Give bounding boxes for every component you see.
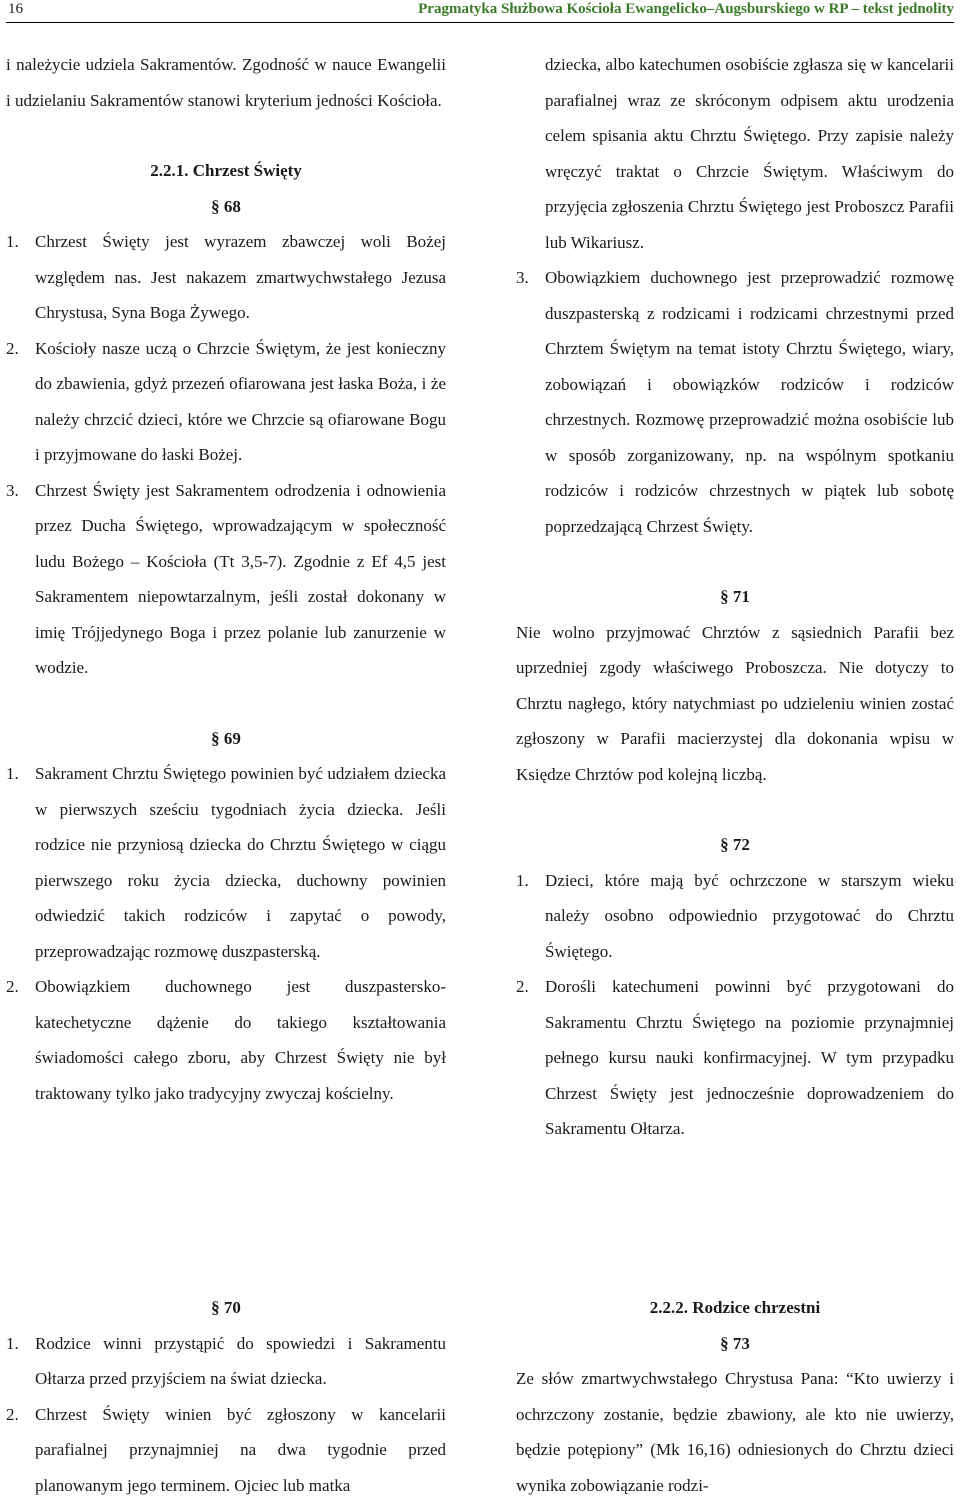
paragraph-68-heading: § 68 bbox=[6, 189, 446, 225]
paragraph-73-heading: § 73 bbox=[516, 1326, 954, 1362]
paragraph-72-heading: § 72 bbox=[516, 827, 954, 863]
right-column bbox=[516, 47, 954, 1147]
section-title-godparents: 2.2.2. Rodzice chrzestni bbox=[516, 1290, 954, 1326]
p68-item-2: 2. Kościoły nasze uczą o Chrzcie Świętym, że jest konieczny do zbawienia, gdyż przezeń ofiarowana jest łaska Boża, i że należy chrzcić dzieci, które we Chrzcie są ofiarowane Bogu i przyjmowane do łaski Bożej. bbox=[6, 331, 446, 473]
p72-item-1: 1. Dzieci, które mają być ochrzczone w starszym wieku należy osobno odpowiednio przygotować do Chrztu Świętego. bbox=[516, 863, 954, 970]
intro-paragraph: i należycie udziela Sakramentów. Zgodność w nauce Ewangelii i udzielaniu Sakramentów stanowi kryterium jedności Kościoła. bbox=[6, 47, 446, 118]
p70-continuation: dziecka, albo katechumen osobiście zgłasza się w kancelarii parafialnej wraz ze skróconym odpisem aktu urodzenia celem spisania aktu Chrztu Świętego. Przy zapisie należy wręczyć traktat o Chrzcie Świętym. Właściwym do przyjęcia zgłoszenia Chrztu Świętego jest Proboszcz Parafii lub Wikariusz. bbox=[516, 47, 954, 260]
paragraph-71-heading: § 71 bbox=[516, 579, 954, 615]
page-header bbox=[6, 0, 954, 23]
p71-text: Nie wolno przyjmować Chrztów z sąsiednich Parafii bez uprzedniej zgody właściwego Proboszcza. Nie dotyczy to Chrztu nagłego, który natychmiast po udzieleniu winien zostać zgłoszony w Parafii macierzystej dla dokonania wpisu w Księdze Chrztów pod kolejną liczbą. bbox=[516, 615, 954, 793]
p70-item-3: 3. Obowiązkiem duchownego jest przeprowadzić rozmowę duszpasterską z rodzicami i rodzicami chrzestnymi przed Chrztem Świętym na temat istoty Chrztu Świętego, wiary, zobowiązań i obowiązków rodziców i rodziców chrzestnych. Rozmowę przeprowadzić można osobiście lub w sposób zorganizowany, np. na wspólnym spotkaniu rodziców i rodziców chrzestnych w piątek lub sobotę poprzedzającą Chrzest Święty. bbox=[516, 260, 954, 544]
p73-text: Ze słów zmartwychwstałego Chrystusa Pana: “Kto uwierzy i ochrzczony zostanie, będzie zbawiony, ale kto nie uwierzy, będzie potępiony” (Mk 16,16) odniesionych do Chrztu dzieci wynika zobowiązanie rodzi- bbox=[516, 1361, 954, 1503]
paragraph-69-heading: § 69 bbox=[6, 721, 446, 757]
page-number: 16 bbox=[8, 0, 23, 18]
p68-item-1: 1. Chrzest Święty jest wyrazem zbawczej woli Bożej względem nas. Jest nakazem zmartwychwstałego Jezusa Chrystusa, Syna Boga Żywego. bbox=[6, 224, 446, 331]
p69-item-1: 1. Sakrament Chrztu Świętego powinien być udziałem dziecka w pierwszych sześciu tygodniach życia dziecka. Jeśli rodzice nie przyniosą dziecka do Chrztu Świętego w ciągu pierwszego roku życia dziecka, duchowny powinien odwiedzić takich rodziców i zapytać o powody, przeprowadzając rozmowę duszpasterską. bbox=[6, 756, 446, 969]
section-title-baptism: 2.2.1. Chrzest Święty bbox=[6, 153, 446, 189]
left-column bbox=[6, 47, 446, 1111]
p68-item-3: 3. Chrzest Święty jest Sakramentem odrodzenia i odnowienia przez Ducha Świętego, wprowadzającym w społeczność ludu Bożego – Kościoła (Tt 3,5-7). Zgodnie z Ef 4,5 jest Sakramentem niepowtarzalnym, jeśli został dokonany w imię Trójjedynego Boga i przez polanie lub zanurzenie w wodzie. bbox=[6, 473, 446, 686]
p70-item-1: 1. Rodzice winni przystąpić do spowiedzi i Sakramentu Ołtarza przed przyjściem na świat dziecka. bbox=[6, 1326, 446, 1397]
paragraph-70-heading: § 70 bbox=[6, 1290, 446, 1326]
p72-item-2: 2. Dorośli katechumeni powinni być przygotowani do Sakramentu Chrztu Świętego na poziomie przynajmniej pełnego kursu nauki konfirmacyjnej. W tym przypadku Chrzest Święty jest jednocześnie doprowadzeniem do Sakramentu Ołtarza. bbox=[516, 969, 954, 1147]
left-column-bottom bbox=[6, 1290, 446, 1503]
p70-item-2: 2. Chrzest Święty winien być zgłoszony w kancelarii parafialnej przynajmniej na dwa tygodnie przed planowanym jego terminem. Ojciec lub matka bbox=[6, 1397, 446, 1503]
p69-item-2: 2. Obowiązkiem duchownego jest duszpastersko-katechetyczne dążenie do takiego kształtowania świadomości całego zboru, aby Chrzest Święty nie był traktowany tylko jako tradycyjny zwyczaj kościelny. bbox=[6, 969, 446, 1111]
running-title: Pragmatyka Służbowa Kościoła Ewangelicko–Augsburskiego w RP – tekst jednolity bbox=[418, 0, 954, 18]
right-column-bottom bbox=[516, 1290, 954, 1503]
